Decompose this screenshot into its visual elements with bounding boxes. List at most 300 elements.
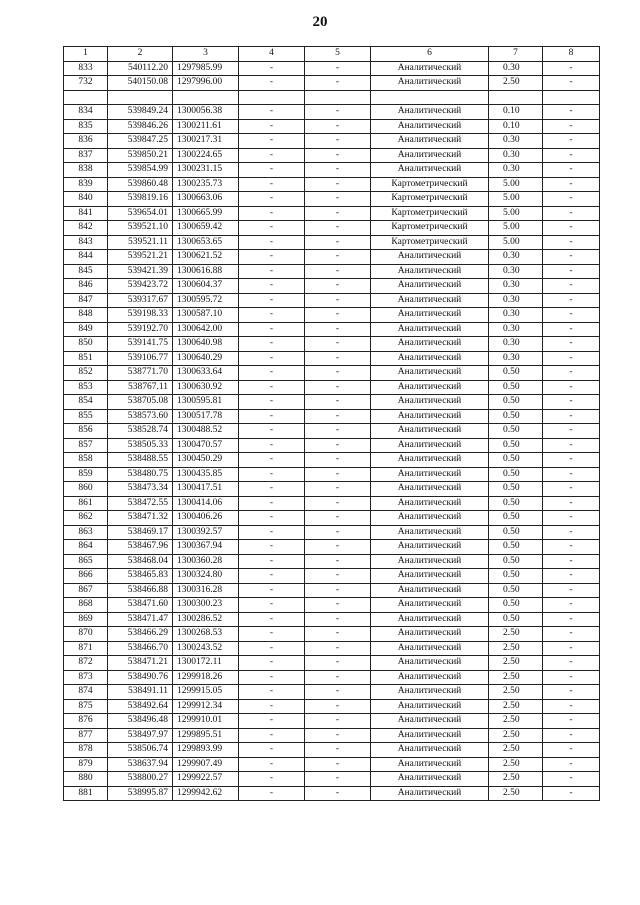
method-cell: Аналитический [371, 76, 489, 91]
point-number-cell: 845 [64, 264, 108, 279]
table-row [64, 627, 600, 642]
table-row [64, 569, 600, 584]
table-row [64, 308, 600, 323]
accuracy-cell: 5.00 [489, 206, 543, 221]
x-coordinate-cell: 538469.17 [108, 525, 173, 540]
method-cell: Аналитический [371, 453, 489, 468]
column-4-cell: - [239, 279, 305, 294]
method-cell: Аналитический [371, 656, 489, 671]
x-coordinate-cell: 538471.60 [108, 598, 173, 613]
x-coordinate-cell: 539141.75 [108, 337, 173, 352]
method-cell: Картометрический [371, 235, 489, 250]
column-8-cell: - [543, 337, 600, 352]
method-cell: Аналитический [371, 757, 489, 772]
y-coordinate-cell: 1300470.57 [173, 438, 239, 453]
column-8-cell: - [543, 409, 600, 424]
column-5-cell: - [305, 264, 371, 279]
method-cell: Аналитический [371, 366, 489, 381]
x-coordinate-cell: 538471.47 [108, 612, 173, 627]
column-8-cell: - [543, 177, 600, 192]
method-cell: Аналитический [371, 525, 489, 540]
y-coordinate-cell: 1300367.94 [173, 540, 239, 555]
x-coordinate-cell: 539846.26 [108, 119, 173, 134]
table-row [64, 438, 600, 453]
x-coordinate-cell: 538473.34 [108, 482, 173, 497]
y-coordinate-cell: 1300488.52 [173, 424, 239, 439]
table-row [64, 772, 600, 787]
x-coordinate-cell: 538767.11 [108, 380, 173, 395]
table-body [64, 61, 600, 801]
column-5-cell: - [305, 540, 371, 555]
column-4-cell: - [239, 685, 305, 700]
point-number-cell: 877 [64, 728, 108, 743]
column-4-cell: - [239, 206, 305, 221]
column-5-cell: - [305, 221, 371, 236]
table-row [64, 583, 600, 598]
method-cell: Аналитический [371, 308, 489, 323]
method-cell: Аналитический [371, 337, 489, 352]
point-number-cell: 878 [64, 743, 108, 758]
accuracy-cell: 0.10 [489, 105, 543, 120]
column-8-cell: - [543, 395, 600, 410]
column-8-cell: - [543, 235, 600, 250]
point-number-cell: 843 [64, 235, 108, 250]
column-8-cell: - [543, 757, 600, 772]
column-8-cell: - [543, 612, 600, 627]
table-row [64, 264, 600, 279]
method-cell: Аналитический [371, 148, 489, 163]
column-header-8: 8 [543, 47, 600, 62]
point-number-cell: 868 [64, 598, 108, 613]
column-8-cell [543, 90, 600, 105]
column-5-cell: - [305, 641, 371, 656]
x-coordinate-cell: 538506.74 [108, 743, 173, 758]
method-cell: Аналитический [371, 424, 489, 439]
x-coordinate-cell: 538497.97 [108, 728, 173, 743]
column-4-cell: - [239, 511, 305, 526]
table-row [64, 293, 600, 308]
column-8-cell: - [543, 380, 600, 395]
column-4-cell: - [239, 453, 305, 468]
column-4-cell: - [239, 221, 305, 236]
accuracy-cell: 0.50 [489, 395, 543, 410]
column-8-cell: - [543, 453, 600, 468]
method-cell: Аналитический [371, 496, 489, 511]
accuracy-cell: 0.30 [489, 61, 543, 76]
column-8-cell: - [543, 192, 600, 207]
point-number-cell: 874 [64, 685, 108, 700]
point-number-cell: 833 [64, 61, 108, 76]
table-row [64, 496, 600, 511]
column-5-cell: - [305, 380, 371, 395]
table-row [64, 235, 600, 250]
column-4-cell: - [239, 482, 305, 497]
method-cell: Аналитический [371, 569, 489, 584]
x-coordinate-cell: 538471.21 [108, 656, 173, 671]
accuracy-cell: 0.30 [489, 148, 543, 163]
accuracy-cell: 0.30 [489, 250, 543, 265]
table-row [64, 395, 600, 410]
method-cell: Аналитический [371, 380, 489, 395]
x-coordinate-cell: 538771.70 [108, 366, 173, 381]
y-coordinate-cell: 1300300.23 [173, 598, 239, 613]
table-row [64, 482, 600, 497]
column-5-cell: - [305, 322, 371, 337]
point-number-cell: 865 [64, 554, 108, 569]
y-coordinate-cell: 1300640.29 [173, 351, 239, 366]
method-cell: Аналитический [371, 786, 489, 801]
y-coordinate-cell: 1300435.85 [173, 467, 239, 482]
accuracy-cell: 2.50 [489, 627, 543, 642]
accuracy-cell: 0.50 [489, 511, 543, 526]
column-4-cell: - [239, 540, 305, 555]
y-coordinate-cell [173, 90, 239, 105]
table-row [64, 250, 600, 265]
point-number-cell: 863 [64, 525, 108, 540]
method-cell: Аналитический [371, 583, 489, 598]
y-coordinate-cell: 1300316.28 [173, 583, 239, 598]
method-cell: Аналитический [371, 670, 489, 685]
accuracy-cell: 2.50 [489, 772, 543, 787]
table-row [64, 221, 600, 236]
y-coordinate-cell: 1300663.06 [173, 192, 239, 207]
column-5-cell: - [305, 511, 371, 526]
column-5-cell: - [305, 134, 371, 149]
column-4-cell: - [239, 569, 305, 584]
column-8-cell: - [543, 598, 600, 613]
column-5-cell: - [305, 293, 371, 308]
table-row [64, 134, 600, 149]
y-coordinate-cell: 1299942.62 [173, 786, 239, 801]
table-row [64, 279, 600, 294]
x-coordinate-cell: 538800.27 [108, 772, 173, 787]
accuracy-cell: 0.50 [489, 438, 543, 453]
header-row [64, 47, 600, 62]
point-number-cell: 848 [64, 308, 108, 323]
method-cell: Аналитический [371, 728, 489, 743]
column-4-cell: - [239, 612, 305, 627]
point-number-cell: 834 [64, 105, 108, 120]
column-5-cell: - [305, 772, 371, 787]
x-coordinate-cell: 538465.83 [108, 569, 173, 584]
column-5-cell: - [305, 569, 371, 584]
accuracy-cell: 0.50 [489, 540, 543, 555]
column-4-cell: - [239, 583, 305, 598]
column-header-2: 2 [108, 47, 173, 62]
column-5-cell: - [305, 757, 371, 772]
accuracy-cell: 2.50 [489, 786, 543, 801]
y-coordinate-cell: 1300633.64 [173, 366, 239, 381]
x-coordinate-cell: 539192.70 [108, 322, 173, 337]
table-row [64, 786, 600, 801]
table-row [64, 525, 600, 540]
y-coordinate-cell: 1299893.99 [173, 743, 239, 758]
point-number-cell: 881 [64, 786, 108, 801]
method-cell: Аналитический [371, 279, 489, 294]
y-coordinate-cell: 1300659.42 [173, 221, 239, 236]
table-row [64, 743, 600, 758]
y-coordinate-cell: 1300616.88 [173, 264, 239, 279]
point-number-cell: 835 [64, 119, 108, 134]
method-cell: Аналитический [371, 395, 489, 410]
column-8-cell: - [543, 366, 600, 381]
y-coordinate-cell: 1300235.73 [173, 177, 239, 192]
x-coordinate-cell: 538995.87 [108, 786, 173, 801]
column-5-cell: - [305, 192, 371, 207]
y-coordinate-cell: 1300224.65 [173, 148, 239, 163]
accuracy-cell: 2.50 [489, 699, 543, 714]
accuracy-cell: 0.30 [489, 322, 543, 337]
y-coordinate-cell: 1300653.65 [173, 235, 239, 250]
column-8-cell: - [543, 351, 600, 366]
table-row [64, 148, 600, 163]
point-number-cell: 871 [64, 641, 108, 656]
column-8-cell: - [543, 438, 600, 453]
coordinates-table [63, 46, 600, 801]
x-coordinate-cell: 539854.99 [108, 163, 173, 178]
x-coordinate-cell [108, 90, 173, 105]
column-8-cell: - [543, 76, 600, 91]
method-cell: Аналитический [371, 699, 489, 714]
x-coordinate-cell: 538471.32 [108, 511, 173, 526]
point-number-cell: 860 [64, 482, 108, 497]
accuracy-cell: 0.10 [489, 119, 543, 134]
y-coordinate-cell: 1300231.15 [173, 163, 239, 178]
accuracy-cell: 2.50 [489, 757, 543, 772]
column-8-cell: - [543, 540, 600, 555]
column-8-cell: - [543, 699, 600, 714]
x-coordinate-cell: 538490.76 [108, 670, 173, 685]
method-cell: Аналитический [371, 163, 489, 178]
accuracy-cell: 5.00 [489, 192, 543, 207]
point-number-cell: 862 [64, 511, 108, 526]
y-coordinate-cell: 1300243.52 [173, 641, 239, 656]
column-8-cell: - [543, 627, 600, 642]
point-number-cell: 880 [64, 772, 108, 787]
x-coordinate-cell: 540112.20 [108, 61, 173, 76]
column-5-cell: - [305, 554, 371, 569]
column-5-cell: - [305, 627, 371, 642]
point-number-cell: 854 [64, 395, 108, 410]
x-coordinate-cell: 539819.16 [108, 192, 173, 207]
method-cell: Аналитический [371, 540, 489, 555]
column-5-cell: - [305, 670, 371, 685]
accuracy-cell: 0.30 [489, 163, 543, 178]
accuracy-cell: 0.50 [489, 554, 543, 569]
point-number-cell: 872 [64, 656, 108, 671]
column-8-cell: - [543, 134, 600, 149]
method-cell: Аналитический [371, 685, 489, 700]
column-4-cell: - [239, 409, 305, 424]
point-number-cell: 861 [64, 496, 108, 511]
column-header-3: 3 [173, 47, 239, 62]
column-4-cell: - [239, 163, 305, 178]
column-5-cell: - [305, 453, 371, 468]
column-5-cell: - [305, 583, 371, 598]
method-cell: Аналитический [371, 598, 489, 613]
method-cell: Картометрический [371, 192, 489, 207]
x-coordinate-cell: 539521.11 [108, 235, 173, 250]
point-number-cell: 876 [64, 714, 108, 729]
method-cell: Аналитический [371, 641, 489, 656]
column-5-cell: - [305, 366, 371, 381]
column-4-cell: - [239, 395, 305, 410]
column-5-cell: - [305, 119, 371, 134]
table-row [64, 366, 600, 381]
column-8-cell: - [543, 511, 600, 526]
accuracy-cell: 2.50 [489, 670, 543, 685]
y-coordinate-cell: 1299910.01 [173, 714, 239, 729]
method-cell: Аналитический [371, 627, 489, 642]
accuracy-cell: 2.50 [489, 714, 543, 729]
table-row [64, 119, 600, 134]
column-4-cell: - [239, 192, 305, 207]
point-number-cell: 866 [64, 569, 108, 584]
x-coordinate-cell: 539423.72 [108, 279, 173, 294]
column-4-cell: - [239, 293, 305, 308]
x-coordinate-cell: 539421.39 [108, 264, 173, 279]
point-number-cell: 859 [64, 467, 108, 482]
column-4-cell: - [239, 786, 305, 801]
column-8-cell: - [543, 293, 600, 308]
y-coordinate-cell: 1300640.98 [173, 337, 239, 352]
column-8-cell: - [543, 743, 600, 758]
point-number-cell: 846 [64, 279, 108, 294]
x-coordinate-cell: 538637.94 [108, 757, 173, 772]
column-4-cell: - [239, 467, 305, 482]
accuracy-cell: 0.30 [489, 134, 543, 149]
x-coordinate-cell: 539317.67 [108, 293, 173, 308]
x-coordinate-cell: 539521.21 [108, 250, 173, 265]
y-coordinate-cell: 1300450.29 [173, 453, 239, 468]
column-8-cell: - [543, 322, 600, 337]
accuracy-cell: 5.00 [489, 221, 543, 236]
point-number-cell [64, 90, 108, 105]
accuracy-cell: 2.50 [489, 728, 543, 743]
y-coordinate-cell: 1300665.99 [173, 206, 239, 221]
column-8-cell: - [543, 308, 600, 323]
table-header [64, 47, 600, 62]
column-5-cell: - [305, 235, 371, 250]
column-5-cell: - [305, 656, 371, 671]
column-4-cell: - [239, 627, 305, 642]
y-coordinate-cell: 1300211.61 [173, 119, 239, 134]
method-cell: Аналитический [371, 293, 489, 308]
column-5-cell [305, 90, 371, 105]
column-4-cell: - [239, 322, 305, 337]
table-row [64, 192, 600, 207]
y-coordinate-cell: 1300517.78 [173, 409, 239, 424]
column-5-cell: - [305, 76, 371, 91]
table-row [64, 380, 600, 395]
column-4-cell: - [239, 699, 305, 714]
column-4-cell: - [239, 105, 305, 120]
column-5-cell: - [305, 351, 371, 366]
method-cell: Аналитический [371, 134, 489, 149]
accuracy-cell: 0.50 [489, 569, 543, 584]
column-8-cell: - [543, 641, 600, 656]
column-4-cell: - [239, 728, 305, 743]
y-coordinate-cell: 1300324.80 [173, 569, 239, 584]
x-coordinate-cell: 538491.11 [108, 685, 173, 700]
method-cell: Аналитический [371, 511, 489, 526]
column-8-cell: - [543, 424, 600, 439]
x-coordinate-cell: 538466.88 [108, 583, 173, 598]
column-8-cell: - [543, 467, 600, 482]
point-number-cell: 838 [64, 163, 108, 178]
point-number-cell: 879 [64, 757, 108, 772]
column-5-cell: - [305, 699, 371, 714]
column-4-cell: - [239, 656, 305, 671]
accuracy-cell: 0.50 [489, 453, 543, 468]
column-4-cell: - [239, 554, 305, 569]
method-cell: Аналитический [371, 714, 489, 729]
accuracy-cell: 0.50 [489, 380, 543, 395]
column-header-5: 5 [305, 47, 371, 62]
x-coordinate-cell: 539654.01 [108, 206, 173, 221]
page-number: 20 [312, 14, 328, 30]
accuracy-cell: 0.30 [489, 308, 543, 323]
column-4-cell: - [239, 119, 305, 134]
column-4-cell: - [239, 250, 305, 265]
column-8-cell: - [543, 148, 600, 163]
accuracy-cell: 2.50 [489, 641, 543, 656]
column-5-cell: - [305, 424, 371, 439]
column-8-cell: - [543, 685, 600, 700]
point-number-cell: 732 [64, 76, 108, 91]
table-row [64, 598, 600, 613]
table-row [64, 656, 600, 671]
method-cell: Аналитический [371, 250, 489, 265]
column-5-cell: - [305, 61, 371, 76]
column-5-cell: - [305, 105, 371, 120]
table-row [64, 76, 600, 91]
accuracy-cell: 0.30 [489, 264, 543, 279]
column-4-cell: - [239, 366, 305, 381]
column-5-cell: - [305, 728, 371, 743]
table-row [64, 467, 600, 482]
table-row [64, 540, 600, 555]
x-coordinate-cell: 539860.48 [108, 177, 173, 192]
x-coordinate-cell: 539850.21 [108, 148, 173, 163]
y-coordinate-cell: 1300417.51 [173, 482, 239, 497]
method-cell: Картометрический [371, 177, 489, 192]
column-8-cell: - [543, 206, 600, 221]
y-coordinate-cell: 1297996.00 [173, 76, 239, 91]
column-8-cell: - [543, 119, 600, 134]
y-coordinate-cell: 1300286.52 [173, 612, 239, 627]
point-number-cell: 841 [64, 206, 108, 221]
column-5-cell: - [305, 714, 371, 729]
column-4-cell: - [239, 772, 305, 787]
point-number-cell: 857 [64, 438, 108, 453]
accuracy-cell: 2.50 [489, 743, 543, 758]
table-row [64, 511, 600, 526]
column-5-cell: - [305, 612, 371, 627]
point-number-cell: 870 [64, 627, 108, 642]
x-coordinate-cell: 538505.33 [108, 438, 173, 453]
x-coordinate-cell: 538480.75 [108, 467, 173, 482]
column-4-cell: - [239, 76, 305, 91]
column-8-cell: - [543, 105, 600, 120]
column-4-cell: - [239, 496, 305, 511]
method-cell: Аналитический [371, 409, 489, 424]
table-row [64, 424, 600, 439]
column-5-cell: - [305, 786, 371, 801]
table-row [64, 641, 600, 656]
method-cell [371, 90, 489, 105]
point-number-cell: 864 [64, 540, 108, 555]
